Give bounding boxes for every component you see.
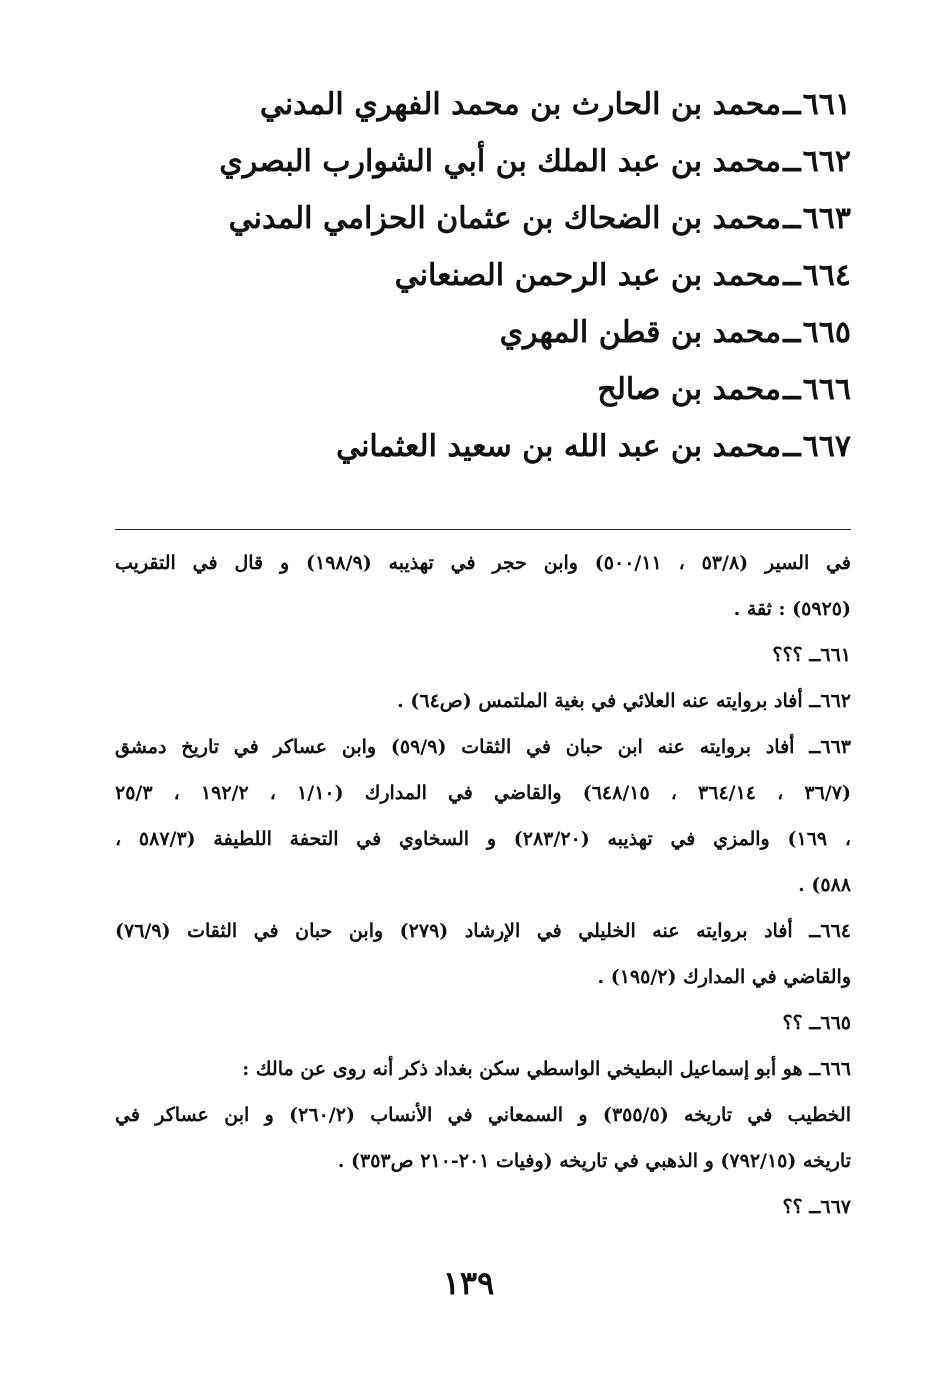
entry-name: محمد بن الضحاك بن عثمان الحزامي المدني [228, 201, 782, 236]
entry [228, 190, 851, 247]
entry [219, 133, 851, 190]
entry [231, 304, 851, 361]
entry-number: ٦٦٤ [802, 258, 851, 293]
footnote-line: ٦٦٧ــ ؟؟ [782, 1196, 851, 1218]
entry [231, 418, 851, 475]
entry-name: محمد بن صالح [597, 372, 782, 407]
footnote-line: ٦٦٥ــ ؟؟ [782, 1012, 851, 1034]
footnote-line: (٣٦/٧ ، ٣٦٤/١٤ ، ٦٤٨/١٥) والقاضي في المدارك (١/١٠ ، ١٩٢/٢ ، ٢٥/٣ [115, 782, 851, 804]
footnote-line: في السير (٥٣/٨ ، ٥٠٠/١١) وابن حجر في تهذيبه (١٩٨/٩) و قال في التقريب [115, 552, 851, 574]
entry-dash: ــ [783, 87, 801, 122]
entry-dash: ــ [783, 429, 801, 464]
entry [231, 247, 851, 304]
entry-name: محمد بن قطن المهري [499, 315, 782, 350]
entry-number: ٦٦٣ [802, 201, 851, 236]
footnote-line: تاريخه (٧٩٢/١٥) و الذهبي في تاريخه (وفيات ٢٠١-٢١٠ ص٣٥٣) . [337, 1150, 851, 1172]
footnote-line: ٦٦٣ــ أفاد بروايته عنه ابن حبان في الثقات (٥٩/٩) وابن عساكر في تاريخ دمشق [115, 736, 851, 758]
entry-name: محمد بن الحارث بن محمد الفهري المدني [259, 87, 782, 122]
page-number: ١٣٩ [442, 1264, 495, 1302]
footnote-line: (٥٩٢٥) : ثقة . [733, 598, 851, 620]
footnote-line: ٥٨٨) . [798, 874, 851, 896]
entry-dash: ــ [783, 258, 801, 293]
entry [231, 76, 851, 133]
entry-number: ٦٦٧ [802, 429, 851, 464]
footnote-line: الخطيب في تاريخه (٣٥٥/٥) و السمعاني في الأنساب (٢٦٠/٢) و ابن عساكر في [115, 1104, 851, 1126]
entry-number: ٦٦١ [802, 87, 851, 122]
entry-dash: ــ [783, 201, 801, 236]
entry-number: ٦٦٦ [802, 372, 851, 407]
entry-dash: ــ [783, 315, 801, 350]
footnote-line: ٦٦٤ــ أفاد بروايته عنه الخليلي في الإرشاد (٢٧٩) وابن حبان في الثقات (٧٦/٩) [115, 920, 851, 942]
footnote-line: ٦٦٦ــ هو أبو إسماعيل البطيخي الواسطي سكن بغداد ذكر أنه روى عن مالك : [242, 1058, 851, 1080]
footnote-line: والقاضي في المدارك (١٩٥/٢) . [597, 966, 851, 988]
footnote-divider [115, 529, 851, 530]
footnotes [115, 540, 851, 1230]
entry-name: محمد بن عبد الرحمن الصنعاني [394, 258, 782, 293]
entry-number: ٦٦٥ [802, 315, 851, 350]
entry [231, 361, 851, 418]
entry-list [219, 76, 851, 475]
footnote-line: ٦٦٢ــ أفاد بروايته عنه العلائي في بغية الملتمس (ص٦٤) . [397, 690, 851, 712]
entry-number: ٦٦٢ [802, 144, 851, 179]
footnote-line: ، ١٦٩) والمزي في تهذيبه (٢٨٣/٢٠) و السخاوي في التحفة اللطيفة (٥٨٧/٣ ، [115, 828, 851, 850]
entry-dash: ــ [783, 144, 801, 179]
entry-name: محمد بن عبد الملك بن أبي الشوارب البصري [219, 144, 782, 179]
entry-name: محمد بن عبد الله بن سعيد العثماني [336, 429, 782, 464]
footnote-line: ٦٦١ــ ؟؟؟ [772, 644, 851, 666]
entry-dash: ــ [783, 372, 801, 407]
